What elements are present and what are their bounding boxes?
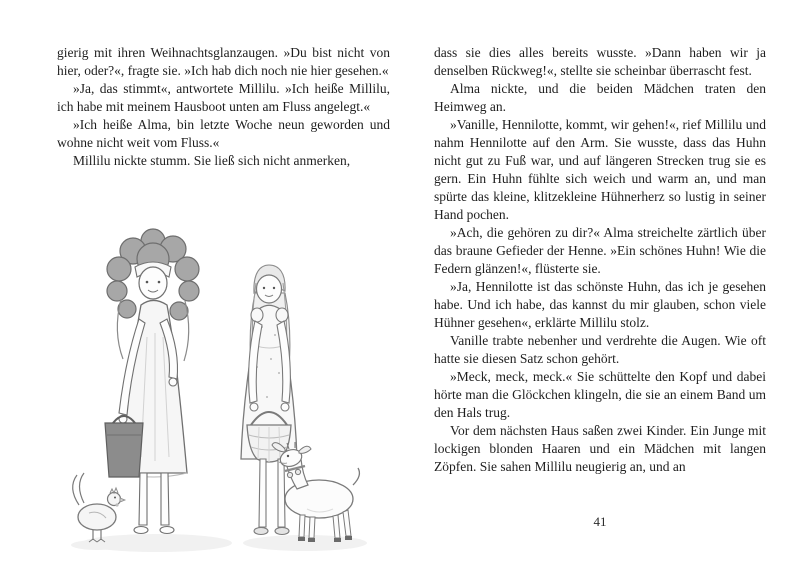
paragraph: Vanille trabte nebenher und verdrehte die Augen. Wie oft hatte sie diesen Satz schon gehört. (434, 333, 766, 366)
paragraph: Millilu nickte stumm. Sie ließ sich nicht anmerken, (73, 153, 351, 168)
chicken-comb (110, 488, 118, 493)
goat-tail (353, 468, 359, 485)
bag (105, 423, 143, 477)
hand (169, 378, 177, 386)
paragraph: »Ja, Hennilotte ist das schönste Huhn, das ich je gesehen habe. Und ich habe, das kannst du mir glauben, schon viele Hühner gesehen«, erklärte Millilu stolz. (434, 279, 766, 330)
hand (281, 403, 289, 411)
paragraph: »Meck, meck, meck.« Sie schüttelte den Kopf und dabei hörte man die Glöckchen klingeln, die sie an einem Band um den Hals trug. (434, 369, 766, 420)
page-number: 41 (593, 514, 607, 529)
chicken (73, 473, 125, 542)
face (139, 267, 167, 299)
leg (259, 459, 266, 527)
story-illustration (57, 226, 390, 562)
leg (161, 473, 169, 525)
paragraph: dass sie dies alles bereits wusste. »Dann haben wir ja denselben Rückweg!«, stellte sie scheinbar überrascht fest. (434, 45, 766, 78)
bare-foot (134, 527, 148, 534)
goat-leg (333, 515, 340, 538)
goat-bell (287, 472, 292, 477)
chicken-head (108, 493, 121, 506)
paragraph: Vor dem nächsten Haus saßen zwei Kinder. Ein Junge mit lockigen blonden Haaren und ein Mädchen mit langen Zöpfen. Sie sahen Millilu neugierig an, und an (434, 423, 766, 474)
goat-leg (309, 517, 315, 538)
paragraph: »Ja, das stimmt«, antwortete Millilu. »Ich heiße Millilu, ich habe mit meinem Hausboot unten am Fluss angelegt.« (57, 81, 390, 114)
chicken-beak (120, 498, 125, 502)
goat-hoof (308, 538, 315, 542)
paragraph: »Ich heiße Alma, bin letzte Woche neun geworden und wohne nicht weit vom Fluss.« (57, 117, 390, 150)
paragraph: Alma nickte, und die beiden Mädchen traten den Heimweg an. (434, 81, 766, 114)
hand (250, 403, 258, 411)
goat-leg (343, 510, 351, 536)
illustration-drawing (57, 226, 390, 562)
goat-bell (295, 469, 300, 474)
leg (278, 459, 285, 527)
leg (139, 473, 147, 525)
goat-hoof (298, 537, 305, 541)
left-page-text (57, 44, 390, 170)
girl-with-curly-hair (105, 229, 199, 534)
face (257, 275, 282, 303)
sleeve (276, 308, 288, 322)
right-page-text (434, 44, 766, 476)
goat-hoof (334, 538, 341, 542)
bare-foot (160, 527, 174, 534)
goat-ear (299, 446, 311, 453)
paragraph: »Vanille, Hennilotte, kommt, wir gehen!«, rief Millilu und nahm Hennilotte auf den Arm. Sie wusste, dass das Huhn nicht gut zu Fuß war, und auf längeren Strecken trug sie es gern. Ein Huhn fühlte sich weich und warm an, und man spürte das kleine, klitzekleine Hühnerherz so lustig in seiner Hand pochen. (434, 117, 766, 222)
chicken-body (78, 504, 116, 530)
paragraph: gierig mit ihren Weihnachtsglanzaugen. »Du bist nicht von hier, oder?«, fragte sie. »Ich hab dich noch nie hier gesehen.« (57, 45, 390, 78)
paragraph: »Ach, die gehören zu dir?« Alma streichelte zärtlich über das braune Gefieder der Henne. »Ein schönes Huhn! Wie die Federn glänzen!«, flüsterte sie. (434, 225, 766, 276)
goat-leg (299, 515, 305, 537)
goat-hoof (345, 536, 352, 540)
shoe (254, 528, 268, 535)
sleeve (251, 308, 263, 322)
shoe (275, 528, 289, 535)
